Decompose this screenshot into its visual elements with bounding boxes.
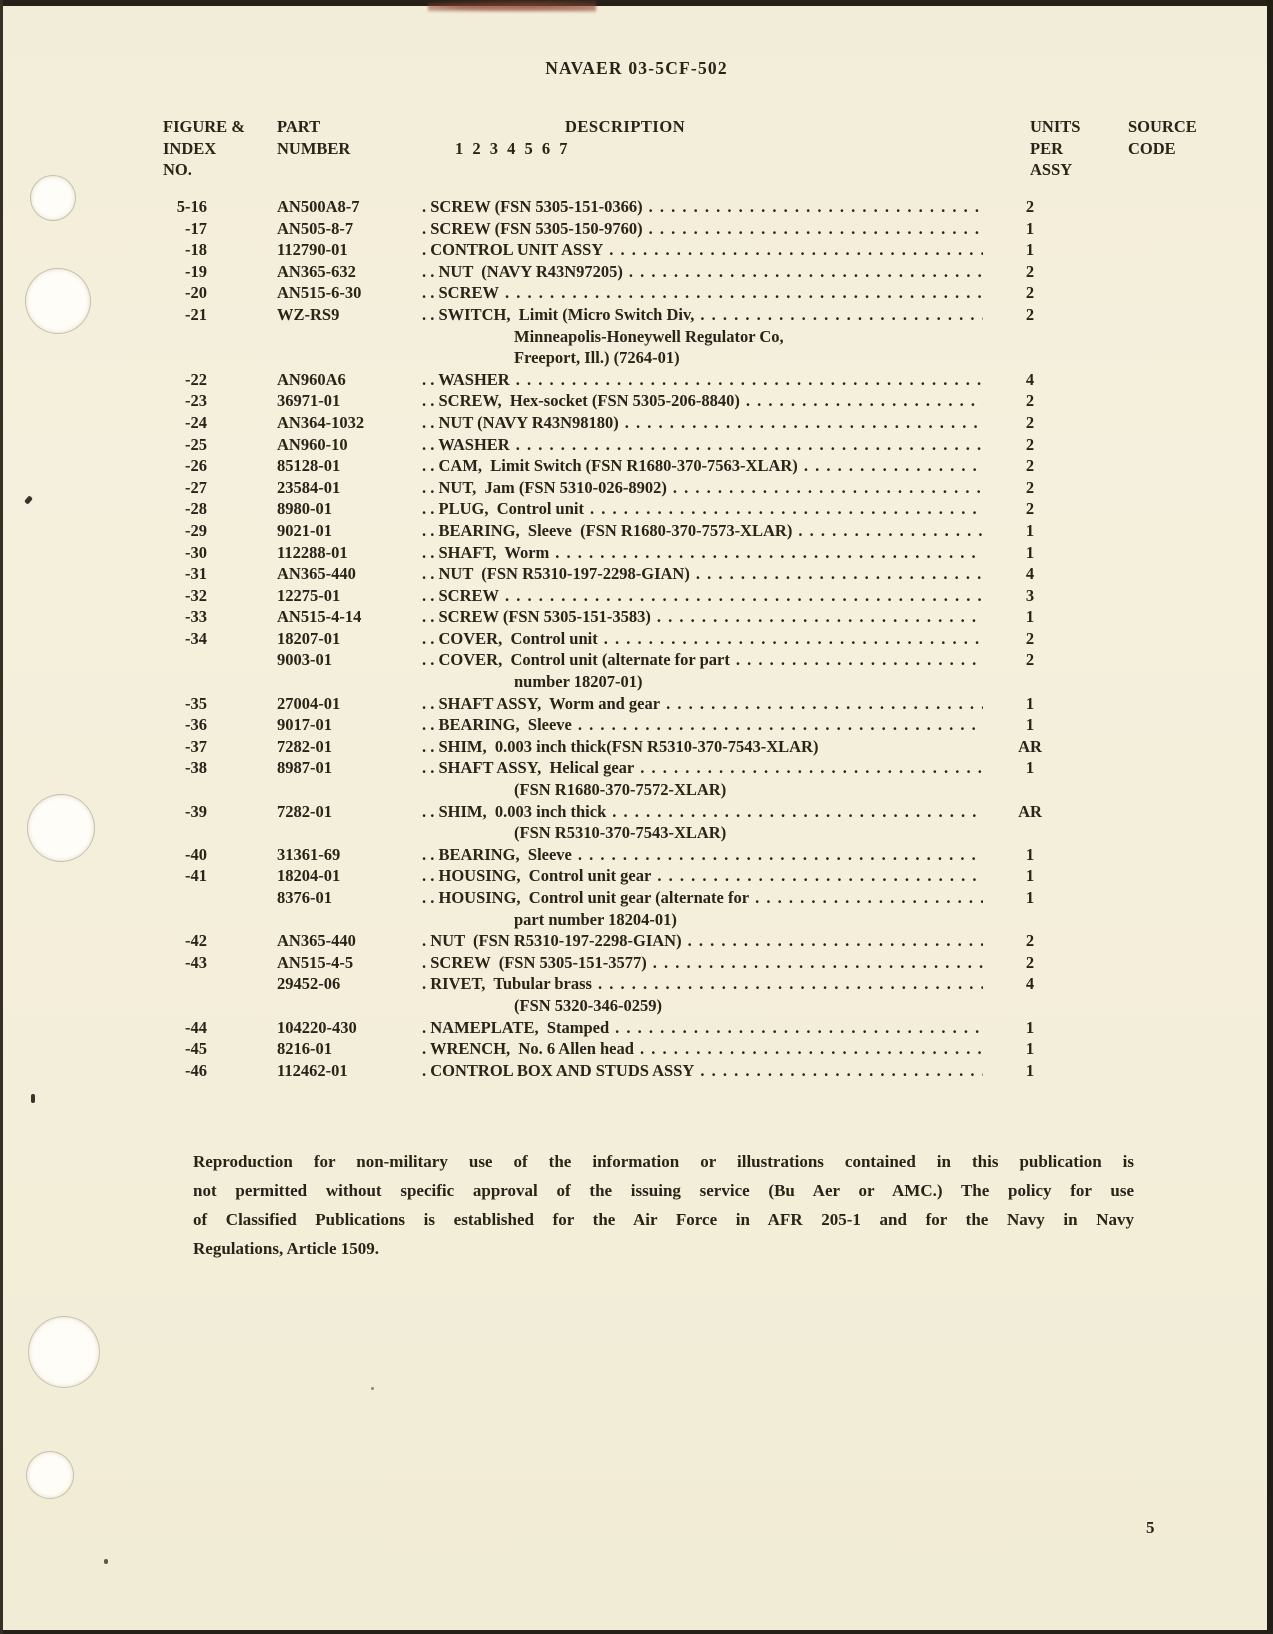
part-number-cell: AN364-1032 [277, 412, 365, 432]
units-cell [995, 909, 1065, 931]
part-number-cell: AN960-10 [277, 434, 348, 454]
scan-edge-bottom [0, 1630, 1273, 1634]
table-row [140, 412, 1125, 434]
dot-leader [666, 693, 983, 715]
figure-index-cell: -20 [185, 283, 207, 303]
figure-index-cell: -42 [185, 931, 207, 951]
units-cell: 2 [1025, 477, 1035, 497]
units-cell: 1 [1025, 866, 1035, 886]
part-number-cell [277, 822, 427, 844]
table-row [140, 844, 1125, 866]
units-cell: 1 [1025, 607, 1035, 627]
description-cell: . WRENCH, No. 6 Allen head . . . [422, 1038, 983, 1060]
dot-leader [700, 1060, 983, 1082]
ink-speck [371, 1387, 374, 1390]
scan-edge-left [0, 0, 3, 1634]
description-cell: . . NUT (NAVY R43N98180) . . . [422, 412, 983, 434]
figure-index-cell: -25 [185, 434, 207, 454]
description-cell: . . HOUSING, Control unit gear . . . [422, 865, 983, 887]
part-number-cell: 27004-01 [277, 693, 341, 713]
table-row [140, 218, 1125, 240]
description-cell: number 18207-01) [422, 671, 983, 693]
description-cell: . SCREW (FSN 5305-151-3577) . . . [422, 952, 983, 974]
part-number-cell [277, 779, 427, 801]
dot-leader [598, 973, 983, 995]
dot-leader [688, 930, 983, 952]
figure-index-cell: -23 [185, 391, 207, 411]
description-cell: . . SCREW, Hex-socket (FSN 5305-206-8840) . . . [422, 390, 983, 412]
table-row [140, 995, 1125, 1017]
figure-index-cell: -31 [185, 564, 207, 584]
figure-index-cell: -24 [185, 412, 207, 432]
units-cell [995, 822, 1065, 844]
dot-leader [640, 757, 983, 779]
part-number-cell: 23584-01 [277, 477, 341, 497]
table-row [140, 542, 1125, 564]
description-cell: . . BEARING, Sleeve . . . [422, 844, 983, 866]
punch-hole [28, 1316, 100, 1388]
part-number-cell [277, 347, 427, 369]
part-number-cell: AN500A8-7 [277, 197, 360, 216]
figure-index-cell: -26 [185, 456, 207, 476]
part-number-cell: 18204-01 [277, 866, 341, 886]
table-row [140, 369, 1125, 391]
units-cell: 4 [1025, 564, 1035, 584]
units-cell: 1 [1025, 844, 1035, 864]
dot-leader [505, 585, 983, 607]
figure-index-cell: -32 [185, 585, 207, 605]
parts-table [140, 196, 1125, 1081]
dot-leader [625, 412, 983, 434]
units-cell: 2 [1025, 499, 1035, 519]
figure-index-cell: -44 [185, 1017, 207, 1037]
table-row [140, 865, 1125, 887]
dot-leader [732, 822, 983, 844]
dot-leader [649, 196, 983, 218]
table-row [140, 390, 1125, 412]
scan-edge-top [0, 0, 1273, 6]
table-row [140, 952, 1125, 974]
notice-line: Reproduction for non-military use of the information or illustrations contained in this publication is [193, 1152, 1134, 1171]
description-cell: . . BEARING, Sleeve . . . [422, 714, 983, 736]
dot-leader [516, 434, 983, 456]
part-number-cell: AN365-440 [277, 931, 356, 951]
figure-index-cell: -17 [185, 218, 207, 238]
figure-index-cell [140, 822, 207, 844]
dot-leader [686, 347, 983, 369]
table-row [140, 628, 1125, 650]
description-cell: . . NUT, Jam (FSN 5310-026-8902) . . . [422, 477, 983, 499]
table-row [140, 757, 1125, 779]
units-cell: 2 [1025, 304, 1035, 324]
table-row [140, 498, 1125, 520]
table-row [140, 606, 1125, 628]
part-number-cell: 112462-01 [277, 1060, 348, 1080]
part-number-cell [277, 671, 427, 693]
description-cell: . . HOUSING, Control unit gear (alternate for . . . [422, 887, 983, 909]
ink-speck [24, 495, 33, 504]
part-number-cell: 9003-01 [277, 650, 332, 670]
part-number-cell [277, 326, 427, 348]
part-number-cell: AN515-6-30 [277, 283, 362, 303]
description-cell: . . SCREW . . . [422, 282, 983, 304]
figure-index-cell [140, 649, 207, 671]
description-cell: . SCREW (FSN 5305-150-9760) . . . [422, 218, 983, 240]
units-cell: 2 [1025, 261, 1035, 281]
part-number-cell: 104220-430 [277, 1017, 357, 1037]
dot-leader [657, 606, 983, 628]
figure-index-cell [140, 671, 207, 693]
punch-hole [30, 175, 76, 221]
units-cell: 2 [1025, 197, 1035, 216]
part-number-cell: 8216-01 [277, 1039, 332, 1059]
part-number-cell [277, 909, 427, 931]
figure-index-cell [140, 973, 207, 995]
description-cell: . . PLUG, Control unit . . . [422, 498, 983, 520]
part-number-cell: 9017-01 [277, 715, 332, 735]
part-number-cell: 29452-06 [277, 974, 341, 994]
description-cell: . . SCREW (FSN 5305-151-3583) . . . [422, 606, 983, 628]
part-number-cell: 7282-01 [277, 736, 332, 756]
description-cell: . . SHAFT ASSY, Worm and gear . . . [422, 693, 983, 715]
units-cell [995, 671, 1065, 693]
part-number-cell: 112790-01 [277, 240, 348, 260]
dot-leader [798, 520, 983, 542]
figure-index-cell: -27 [185, 477, 207, 497]
units-cell: 1 [1025, 888, 1035, 907]
dot-leader [657, 865, 983, 887]
scan-smudge [428, 0, 596, 12]
part-number-cell: 18207-01 [277, 628, 341, 648]
figure-index-cell [140, 909, 207, 931]
figure-index-cell: 5-16 [176, 197, 207, 216]
figure-index-cell: -39 [185, 801, 207, 821]
dot-leader [505, 282, 983, 304]
units-cell: AR [1018, 736, 1042, 756]
figure-index-cell: -35 [185, 693, 207, 713]
dot-leader [668, 995, 983, 1017]
dot-leader [609, 239, 983, 261]
table-row [140, 693, 1125, 715]
table-row [140, 736, 1125, 758]
dot-leader [790, 326, 983, 348]
description-cell: . . SHAFT, Worm . . . [422, 542, 983, 564]
dot-leader [604, 628, 983, 650]
figure-index-cell: -19 [185, 261, 207, 281]
description-cell: . . SCREW . . . [422, 585, 983, 607]
figure-index-cell [140, 779, 207, 801]
table-row [140, 477, 1125, 499]
description-cell: . . SHIM, 0.003 inch thick . . . [422, 801, 983, 823]
table-row [140, 326, 1125, 348]
description-cell: . NUT (FSN R5310-197-2298-GIAN) . . . [422, 930, 983, 952]
figure-index-cell: -21 [185, 304, 207, 324]
dot-leader [516, 369, 983, 391]
notice-line: Regulations, Article 1509. [193, 1238, 380, 1258]
dot-leader [700, 304, 983, 326]
table-row [140, 1038, 1125, 1060]
description-cell: Freeport, Ill.) (7264-01) [422, 347, 983, 369]
part-number-cell: 112288-01 [277, 542, 348, 562]
description-cell: . . BEARING, Sleeve (FSN R1680-370-7573-XLAR) . . . [422, 520, 983, 542]
dot-leader [673, 477, 983, 499]
description-cell: Minneapolis-Honeywell Regulator Co, [422, 326, 983, 348]
units-cell: 1 [1025, 542, 1035, 562]
part-number-cell: AN365-632 [277, 261, 356, 281]
units-cell: 1 [1025, 1039, 1035, 1059]
units-cell: 2 [1025, 456, 1035, 476]
description-cell: part number 18204-01) [422, 909, 983, 931]
description-cell: . RIVET, Tubular brass . . . [422, 973, 983, 995]
part-number-cell [277, 995, 427, 1017]
part-number-cell: WZ-RS9 [277, 304, 340, 324]
figure-index-cell: -22 [185, 369, 207, 389]
dot-leader [649, 218, 983, 240]
units-cell: 1 [1025, 693, 1035, 713]
description-cell: . . NUT (FSN R5310-197-2298-GIAN) . . . [422, 563, 983, 585]
dot-leader [615, 1017, 983, 1039]
figure-index-cell [140, 326, 207, 348]
part-number-cell: 7282-01 [277, 801, 332, 821]
dot-leader [612, 801, 983, 823]
figure-index-cell: -45 [185, 1039, 207, 1059]
figure-index-cell: -18 [185, 240, 207, 260]
part-number-cell: 8980-01 [277, 499, 332, 519]
units-cell: 4 [1025, 369, 1035, 389]
units-cell: 2 [1025, 650, 1035, 670]
figure-index-cell [140, 887, 207, 909]
part-number-cell: 36971-01 [277, 391, 341, 411]
col-header-description: DESCRIPTION [565, 117, 686, 136]
part-number-cell: 85128-01 [277, 456, 341, 476]
units-cell: 1 [1025, 758, 1035, 778]
punch-hole [25, 268, 91, 334]
dot-leader [824, 736, 983, 758]
part-number-cell: AN960A6 [277, 369, 346, 389]
part-number-cell: AN515-4-5 [277, 952, 354, 972]
description-cell: . . COVER, Control unit . . . [422, 628, 983, 650]
description-cell: (FSN R5310-370-7543-XLAR) [422, 822, 983, 844]
part-number-cell: AN505-8-7 [277, 218, 354, 238]
page-number: 5 [1146, 1518, 1155, 1537]
figure-index-cell: -36 [185, 715, 207, 735]
table-row [140, 1060, 1125, 1082]
units-cell: 1 [1025, 1060, 1035, 1080]
col-header-indent-levels: 1 2 3 4 5 6 7 [455, 138, 568, 158]
units-cell: 4 [1025, 974, 1035, 994]
description-cell: . NAMEPLATE, Stamped . . . [422, 1017, 983, 1039]
col-header-part-number: PART NUMBER [277, 117, 351, 158]
units-cell: 1 [1025, 240, 1035, 260]
description-cell: . . SHAFT ASSY, Helical gear . . . [422, 757, 983, 779]
table-row [140, 887, 1125, 909]
description-cell: (FSN 5320-346-0259) [422, 995, 983, 1017]
figure-index-cell: -40 [185, 844, 207, 864]
figure-index-cell: -38 [185, 758, 207, 778]
figure-index-cell: -46 [185, 1060, 207, 1080]
units-cell [995, 779, 1065, 801]
table-row [140, 801, 1125, 823]
units-cell: 2 [1025, 283, 1035, 303]
description-cell: (FSN R1680-370-7572-XLAR) [422, 779, 983, 801]
units-cell [995, 326, 1065, 348]
units-cell: 1 [1025, 218, 1035, 238]
dot-leader [755, 887, 983, 909]
scan-edge-right [1267, 0, 1273, 1634]
figure-index-cell: -30 [185, 542, 207, 562]
dot-leader [578, 714, 983, 736]
figure-index-cell [140, 347, 207, 369]
description-cell: . . COVER, Control unit (alternate for part . . . [422, 649, 983, 671]
part-number-cell: 8376-01 [277, 888, 332, 907]
figure-index-cell [140, 995, 207, 1017]
dot-leader [640, 1038, 983, 1060]
table-row [140, 434, 1125, 456]
table-row [140, 282, 1125, 304]
table-row [140, 239, 1125, 261]
dot-leader [696, 563, 983, 585]
notice-line: of Classified Publications is established for the Air Force in AFR 205-1 and for the Navy in Navy [193, 1209, 1134, 1229]
figure-index-cell: -37 [185, 736, 207, 756]
table-row [140, 909, 1125, 931]
table-row [140, 304, 1125, 326]
dot-leader [629, 261, 983, 283]
dot-leader [746, 390, 983, 412]
table-row [140, 261, 1125, 283]
table-row [140, 347, 1125, 369]
col-header-units-per-assy: UNITS PER ASSY [1030, 117, 1081, 180]
col-header-source-code: SOURCE CODE [1128, 117, 1197, 158]
units-cell [995, 347, 1065, 369]
punch-hole [26, 1451, 74, 1499]
dot-leader [578, 844, 983, 866]
dot-leader [683, 909, 983, 931]
figure-index-cell: -33 [185, 607, 207, 627]
units-cell: 1 [1025, 520, 1035, 540]
description-cell: . . SHIM, 0.003 inch thick(FSN R5310-370-7543-XLAR) [422, 736, 983, 758]
table-row [140, 671, 1125, 693]
figure-index-cell: -41 [185, 866, 207, 886]
table-row [140, 779, 1125, 801]
part-number-cell: 31361-69 [277, 844, 341, 864]
ink-speck [104, 1559, 108, 1564]
figure-index-cell: -34 [185, 628, 207, 648]
figure-index-cell: -29 [185, 520, 207, 540]
part-number-cell: 12275-01 [277, 585, 341, 605]
units-cell: 1 [1025, 1017, 1035, 1037]
description-cell: . CONTROL UNIT ASSY . . . [422, 239, 983, 261]
figure-index-cell: -43 [185, 952, 207, 972]
table-row [140, 520, 1125, 542]
description-cell: . . SWITCH, Limit (Micro Switch Div, . . . [422, 304, 983, 326]
dot-leader [732, 779, 983, 801]
figure-index-cell: -28 [185, 499, 207, 519]
doc-number: NAVAER 03-5CF-502 [545, 58, 728, 78]
dot-leader [590, 498, 983, 520]
table-row [140, 196, 1125, 218]
description-cell: . CONTROL BOX AND STUDS ASSY . . . [422, 1060, 983, 1082]
table-row [140, 649, 1125, 671]
units-cell: 1 [1025, 715, 1035, 735]
table-row [140, 822, 1125, 844]
units-cell: 2 [1025, 931, 1035, 951]
table-row [140, 455, 1125, 477]
col-header-figure-index: FIGURE & INDEX NO. [163, 117, 246, 180]
dot-leader [736, 649, 983, 671]
units-cell [995, 995, 1065, 1017]
dot-leader [649, 671, 984, 693]
description-cell: . . WASHER . . . [422, 434, 983, 456]
part-number-cell: AN365-440 [277, 564, 356, 584]
dot-leader [555, 542, 983, 564]
units-cell: 3 [1025, 585, 1035, 605]
description-cell: . . CAM, Limit Switch (FSN R1680-370-7563-XLAR) . . . [422, 455, 983, 477]
table-row [140, 714, 1125, 736]
table-row [140, 563, 1125, 585]
dot-leader [653, 952, 983, 974]
table-row [140, 930, 1125, 952]
units-cell: 2 [1025, 412, 1035, 432]
table-row [140, 585, 1125, 607]
ink-speck [31, 1094, 35, 1103]
part-number-cell: 8987-01 [277, 758, 332, 778]
table-row [140, 973, 1125, 995]
units-cell: 2 [1025, 952, 1035, 972]
punch-hole [27, 794, 95, 862]
part-number-cell: AN515-4-14 [277, 607, 362, 627]
part-number-cell: 9021-01 [277, 520, 332, 540]
units-cell: 2 [1025, 628, 1035, 648]
units-cell: 2 [1025, 391, 1035, 411]
notice-line: not permitted without specific approval of the issuing service (Bu Aer or AMC.) The policy for use [193, 1180, 1134, 1200]
units-cell: AR [1018, 801, 1042, 821]
description-cell: . SCREW (FSN 5305-151-0366) . . . [422, 196, 983, 218]
description-cell: . . WASHER . . . [422, 369, 983, 391]
description-cell: . . NUT (NAVY R43N97205) . . . [422, 261, 983, 283]
dot-leader [804, 455, 983, 477]
table-row [140, 1017, 1125, 1039]
units-cell: 2 [1025, 434, 1035, 454]
reproduction-notice [193, 1148, 1134, 1264]
